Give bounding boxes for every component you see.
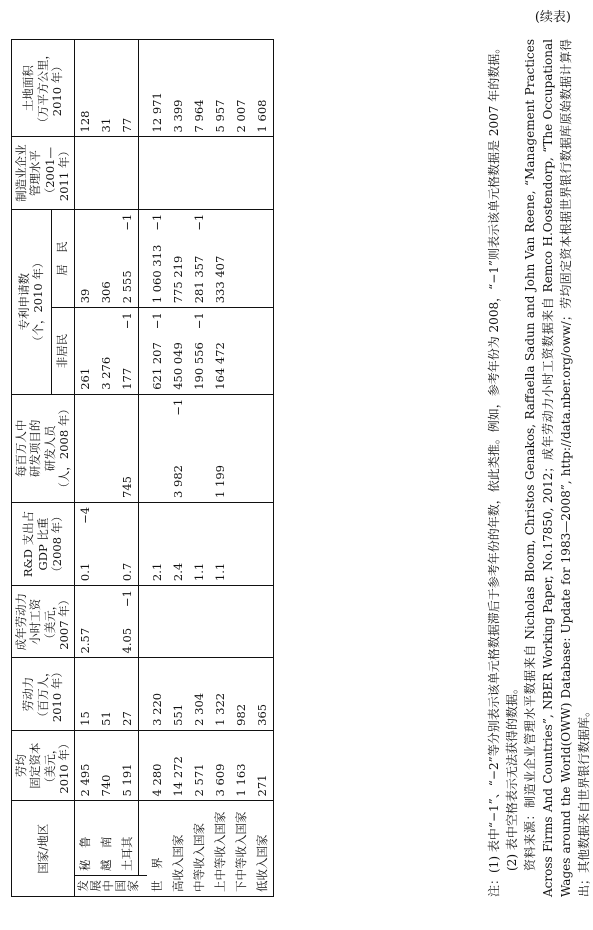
value: 1 163 [233,763,248,797]
value: 450 049 [170,342,185,390]
spacer-cell [138,658,147,730]
value: 190 556 [191,342,206,390]
spacer-cell [138,394,147,502]
value: 3 609 [212,763,227,797]
value: 551 [170,703,185,726]
cell-labor [189,658,210,730]
cell-wage [168,586,189,658]
lag-indicator: −1 [170,398,185,416]
cell-nonres [96,308,117,395]
row-name: 中等收入国家 [189,801,210,897]
value: 128 [77,110,92,133]
spacer-row [138,40,147,897]
cell-researchers [189,394,210,502]
header-capital: 劳均 固定资本 （美元， 2010 年） [12,730,75,801]
cell-capital [210,730,231,801]
value: 2 555 [119,270,134,304]
spacer-cell [138,876,147,897]
source-note: 资料来源：制造业企业管理水平数据来自 Nicholas Bloom, Christos Genakos, Raffaella Sadun and John Van Reene, “Management Practices Across Firms And Countries”, NBER Working Paper, No.17850, 2012；成年劳动力小时工资数据来自 Remco H.Oostendorp, “The Occupational Wages around the World(OWW) Database: Update for 1983—2008”, http://data.nber.org/oww/；劳均固定资本根据世界银行数据库原始数据计算得出；其他数据来自世界银行数据库。 [523,39,591,897]
row-name: 秘 鲁 [74,801,96,876]
cell-nonres [189,308,210,395]
cell-capital [74,730,96,801]
cell-capital [117,730,139,801]
spacer-cell [138,40,147,137]
cell-rd [231,502,252,585]
value: 177 [119,367,134,390]
value: 164 472 [212,342,227,390]
cell-mgmt [252,137,274,209]
cell-researchers [74,394,96,502]
value: 39 [77,288,92,304]
cell-rd [74,502,96,585]
cell-nonres [231,308,252,395]
cell-land [231,40,252,137]
country-row [74,40,96,897]
cell-labor [252,658,274,730]
cell-capital [96,730,117,801]
cell-mgmt [168,137,189,209]
row-name: 世 界 [147,801,168,897]
cell-land [189,40,210,137]
value: 2.57 [77,627,92,654]
cell-capital [147,730,168,801]
region-row [147,40,168,897]
value: 982 [233,703,248,726]
cell-researchers [96,394,117,502]
row-name: 高收入国家 [168,801,189,897]
note-2: (2) 表中空格表示无法获得的数据。 [505,682,519,871]
row-name: 上中等收入国家 [210,801,231,897]
spacer-cell [138,308,147,395]
cell-land [74,40,96,137]
lag-indicator: −1 [149,213,164,231]
header-patents: 专利申请数 （个，2010 年） [12,209,52,394]
value: 0.1 [77,562,92,582]
cell-nonres [168,308,189,395]
cell-capital [252,730,274,801]
cell-res [189,209,210,307]
lag-indicator: −1 [149,312,164,330]
header-researchers: 每百万人中 研发项目的 研发人员 （人，2008 年） [12,394,75,502]
cell-res [252,209,274,307]
group-label: 发展中国家 [74,876,138,897]
cell-rd [168,502,189,585]
note-1: 注：(1) 表中“−1”、“−2”等分别表示该单元格数据滞后于参考年份的年数，依此类推。例如，参考年份为 2008，“−1”则表示该单元格数据是 2007 年的数据。 [487,41,501,897]
value: 745 [119,476,134,498]
cell-researchers [210,394,231,502]
region-row [189,40,210,897]
lag-indicator: −1 [119,590,134,608]
value: 3 276 [98,356,113,390]
value: 333 407 [212,255,227,304]
value: 4.05 [119,627,134,654]
value: 271 [254,774,269,797]
cell-mgmt [147,137,168,209]
header-labor: 劳动力 （百万人， 2010 年） [12,658,75,730]
cell-mgmt [210,137,231,209]
cell-rd [252,502,274,585]
value: 281 357 [191,255,206,304]
cell-wage [74,586,96,658]
cell-labor [117,658,139,730]
spacer-cell [138,730,147,801]
value: 621 207 [149,342,164,390]
value: 1 322 [212,692,227,726]
cell-nonres [147,308,168,395]
value: 5 191 [119,763,134,797]
cell-mgmt [74,137,96,209]
value: 31 [98,117,113,133]
cell-land [96,40,117,137]
value: 740 [98,774,113,797]
spacer-cell [138,586,147,658]
country-row [117,40,139,897]
header-rd: R&D 支出占 GDP 比重 （2008 年） [12,502,75,585]
value: 77 [119,117,134,133]
value: 1.1 [191,562,206,582]
country-row [96,40,117,897]
value: 1.1 [212,562,227,582]
value: 3 982 [170,465,185,498]
spacer-cell [138,137,147,209]
header-wage: 成年劳动力 小时工资 （美元， 2007 年） [12,586,75,658]
value: 261 [77,367,92,390]
cell-wage [189,586,210,658]
cell-researchers [168,394,189,502]
cell-land [252,40,274,137]
cell-res [210,209,231,307]
cell-land [147,40,168,137]
rotated-page [5,30,591,905]
cell-nonres [210,308,231,395]
region-row [210,40,231,897]
lag-indicator: −4 [77,506,92,524]
spacer-cell [138,209,147,307]
row-name: 越 南 [96,801,117,876]
region-row [168,40,189,897]
region-row [252,40,274,897]
value: 365 [254,703,269,726]
cell-mgmt [117,137,139,209]
value: 5 957 [212,99,227,133]
value: 3 220 [149,692,164,726]
cell-capital [231,730,252,801]
cell-mgmt [96,137,117,209]
value: 27 [119,711,134,726]
cell-wage [252,586,274,658]
continued-label: (续表) [534,10,571,25]
value: 12 971 [149,92,164,133]
cell-wage [231,586,252,658]
cell-res [74,209,96,307]
value: 1 060 313 [149,244,164,304]
cell-nonres [74,308,96,395]
cell-labor [210,658,231,730]
spacer-cell [138,801,147,876]
value: 7 964 [191,99,206,133]
cell-researchers [147,394,168,502]
cell-rd [147,502,168,585]
value: 306 [98,281,113,304]
cell-rd [189,502,210,585]
header-mgmt: 制造业企业 管理水平 （2001— 2011 年） [12,137,75,209]
cell-labor [231,658,252,730]
spacer-cell [138,502,147,585]
cell-wage [117,586,139,658]
cell-researchers [231,394,252,502]
cell-rd [96,502,117,585]
value: 2.1 [149,562,164,582]
cell-researchers [252,394,274,502]
value: 3 399 [170,99,185,133]
cell-res [96,209,117,307]
header-land: 土地面积 （万平方公里， 2010 年） [12,40,75,137]
value: 2 304 [191,692,206,726]
cell-nonres [117,308,139,395]
cell-nonres [252,308,274,395]
cell-res [117,209,139,307]
cell-labor [96,658,117,730]
value: 775 219 [170,255,185,304]
cell-land [117,40,139,137]
cell-labor [74,658,96,730]
value: 14 272 [170,756,185,797]
cell-wage [210,586,231,658]
cell-res [168,209,189,307]
cell-capital [168,730,189,801]
value: 15 [77,711,92,726]
lag-indicator: −1 [191,312,206,330]
header-nonresident: 非居民 [51,308,74,395]
row-name: 下中等收入国家 [231,801,252,897]
value: 0.7 [119,562,134,582]
table-body [74,40,273,897]
value: 2 571 [191,763,206,797]
cell-rd [210,502,231,585]
cell-mgmt [189,137,210,209]
header-resident: 居 民 [51,209,74,307]
cell-land [168,40,189,137]
value: 2 495 [77,763,92,797]
cell-res [147,209,168,307]
value: 1 199 [212,465,227,498]
row-name: 土耳其 [117,801,139,876]
table-notes [485,39,593,897]
value: 51 [98,711,113,726]
lag-indicator: −1 [119,213,134,231]
cell-land [210,40,231,137]
region-row [231,40,252,897]
cell-labor [168,658,189,730]
value: 1 608 [254,99,269,133]
cell-researchers [117,394,139,502]
row-name: 低收入国家 [252,801,274,897]
cell-wage [147,586,168,658]
lag-indicator: −1 [119,312,134,330]
value: 4 280 [149,763,164,797]
cell-labor [147,658,168,730]
cell-capital [189,730,210,801]
value: 2.4 [170,562,185,582]
value: 2 007 [233,99,248,133]
cell-rd [117,502,139,585]
cell-res [231,209,252,307]
data-table [11,39,274,897]
lag-indicator: −1 [191,213,206,231]
cell-wage [96,586,117,658]
cell-mgmt [231,137,252,209]
header-country: 国家/地区 [12,801,75,897]
